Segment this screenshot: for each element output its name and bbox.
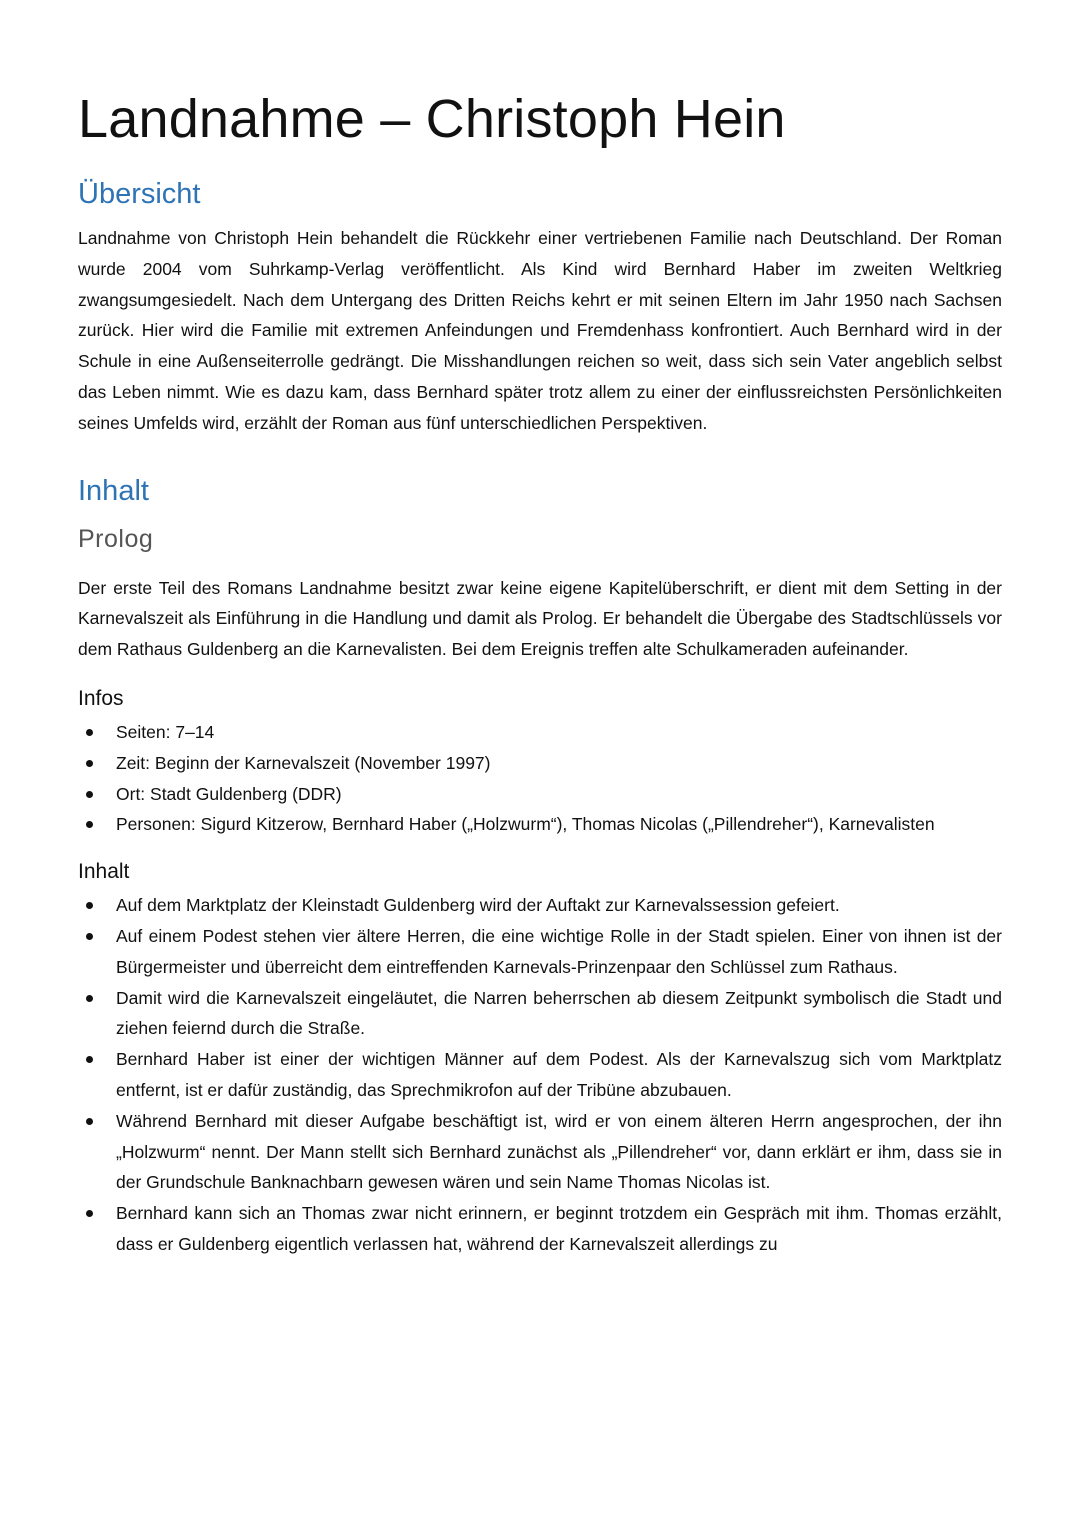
bullet-icon (86, 1056, 93, 1063)
infos-list (78, 717, 1002, 840)
prolog-paragraph: Der erste Teil des Romans Landnahme besitzt zwar keine eigene Kapitelüberschrift, er dient mit dem Setting in der Karnevalszeit als Einführung in die Handlung und damit als Prolog. Er behandelt die Übergabe des Stadtschlüssels vor dem Rathaus Guldenberg an die Karnevalisten. Bei dem Ereignis treffen alte Schulkameraden aufeinander. (78, 577, 1002, 660)
overview-paragraph: Landnahme von Christoph Hein behandelt die Rückkehr einer vertriebenen Familie nach Deutschland. Der Roman wurde 2004 vom Suhrkamp-Verlag veröffentlicht. Als Kind wird Bernhard Haber im zweiten Weltkrieg zwangsumgesiedelt. Nach dem Untergang des Dritten Reichs kehrt er mit seinen Eltern im Jahr 1950 nach Sachsen zurück. Hier wird die Familie mit extremen Anfeindungen und Fremdenhass konfrontiert. Auch Bernhard wird in der Schule in eine Außenseiterrolle gedrängt. Die Misshandlungen reichen so weit, dass sich sein Vater angeblich selbst das Leben nimmt. Wie es dazu kam, dass Bernhard später trotz allem zu einer der einflussreichsten Persönlichkeiten seines Umfelds wird, erzählt der Roman aus fünf unterschiedlichen Perspektiven. (78, 228, 1002, 433)
inhalt-list (78, 890, 1002, 1260)
list-item: Zeit: Beginn der Karnevalszeit (November 1997) (78, 748, 1002, 779)
content-heading: Inhalt (78, 474, 149, 507)
document-title: Landnahme – Christoph Hein (78, 89, 786, 149)
list-item: Personen: Sigurd Kitzerow, Bernhard Haber („Holzwurm“), Thomas Nicolas („Pillendreher“), Karnevalisten (78, 809, 1002, 840)
list-item: Während Bernhard mit dieser Aufgabe beschäftigt ist, wird er von einem älteren Herrn angesprochen, der ihn „Holzwurm“ nennt. Der Mann stellt sich Bernhard zunächst als „Pillendreher“ vor, dann erklärt er ihm, dass sie in der Grundschule Banknachbarn gewesen wären und sein Name Thomas Nicolas ist. (78, 1106, 1002, 1198)
list-item: Bernhard Haber ist einer der wichtigen Männer auf dem Podest. Als der Karnevalszug sich vom Marktplatz entfernt, ist er dafür zuständig, das Sprechmikrofon auf der Tribüne abzubauen. (78, 1044, 1002, 1106)
list-item: Bernhard kann sich an Thomas zwar nicht erinnern, er beginnt trotzdem ein Gespräch mit ihm. Thomas erzählt, dass er Guldenberg eigentlich verlassen hat, während der Karnevalszeit allerdings zu (78, 1198, 1002, 1260)
overview-heading: Übersicht (78, 178, 201, 210)
list-item: Seiten: 7–14 (78, 717, 1002, 748)
bullet-icon (86, 821, 93, 828)
bullet-icon (86, 791, 93, 798)
bullet-icon (86, 729, 93, 736)
bullet-icon (86, 902, 93, 909)
bullet-icon (86, 1210, 93, 1217)
bullet-icon (86, 995, 93, 1002)
list-item: Ort: Stadt Guldenberg (DDR) (78, 779, 1002, 810)
list-item: Damit wird die Karnevalszeit eingeläutet, die Narren beherrschen ab diesem Zeitpunkt symbolisch die Stadt und ziehen feiernd durch die Straße. (78, 983, 1002, 1045)
inhalt-heading: Inhalt (78, 860, 130, 884)
bullet-icon (86, 1118, 93, 1125)
list-item: Auf einem Podest stehen vier ältere Herren, die eine wichtige Rolle in der Stadt spielen. Einer von ihnen ist der Bürgermeister und überreicht dem eintreffenden Karnevals-Prinzenpaar den Schlüssel zum Rathaus. (78, 921, 1002, 983)
list-item: Auf dem Marktplatz der Kleinstadt Guldenberg wird der Auftakt zur Karnevalssession gefeiert. (78, 890, 1002, 921)
prolog-heading: Prolog (78, 524, 154, 553)
infos-heading: Infos (78, 686, 124, 710)
bullet-icon (86, 933, 93, 940)
document-page (78, 88, 1002, 1260)
bullet-icon (86, 760, 93, 767)
